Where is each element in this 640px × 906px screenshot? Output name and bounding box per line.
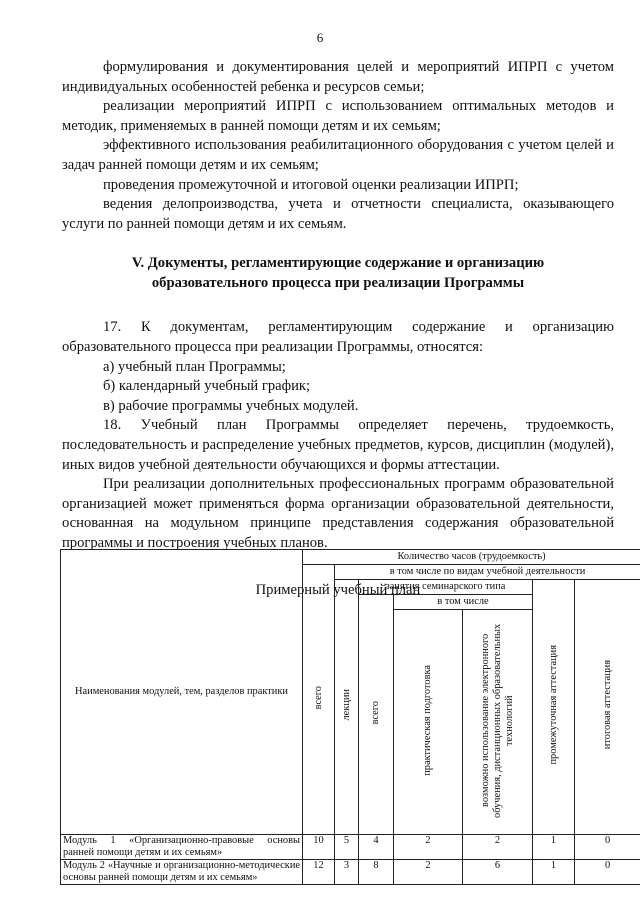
module-1-seminar: 4 xyxy=(359,835,394,860)
section-heading xyxy=(62,253,614,293)
table-row xyxy=(61,835,640,860)
header-practical: практическая подготовка xyxy=(422,664,433,776)
header-final: итоговая аттестация xyxy=(601,660,613,750)
section-heading-line2: образовательного процесса при реализации Программы xyxy=(151,275,525,292)
header-module-name: Наименования модулей, тем, разделов практики xyxy=(61,550,303,835)
paragraph-evaluation: проведения промежуточной и итоговой оценки реализации ИПРП; xyxy=(103,176,519,193)
header-intermediate: промежуточная аттестация xyxy=(547,645,559,765)
clause-18: 18. Учебный план Программы определяет перечень, трудоемкость, последовательность и распределение учебных предметов, курсов, дисциплин (модулей), иных видов учебной деятельности обучающихся и формы аттестации. xyxy=(62,417,614,473)
header-by-activity: в том числе по видам учебной деятельности xyxy=(335,565,640,580)
paragraph-modular: При реализации дополнительных профессиональных программ образовательной организацией может применяться форма организации образовательной деятельности, основанная на модульном принципе представления содержания образовательной программы и построения учебных планов. xyxy=(62,476,614,551)
paragraph-formulating: формулирования и документирования целей и мероприятий ИПРП с учетом индивидуальных особенностей ребенка и ресурсов семьи; xyxy=(62,59,614,95)
module-2-intermediate: 1 xyxy=(533,860,575,885)
header-intermediate-cell xyxy=(533,580,575,835)
module-2-lectures: 3 xyxy=(335,860,359,885)
page-number: 6 xyxy=(316,30,324,45)
curriculum-table xyxy=(60,549,640,885)
module-1-elearning: 2 xyxy=(463,835,533,860)
header-all-cell xyxy=(303,565,335,835)
plan-caption: Примерный учебный план xyxy=(255,582,421,599)
clause-17-item-b: б) календарный учебный график; xyxy=(103,378,311,395)
module-1-all: 10 xyxy=(303,835,335,860)
header-including: в том числе xyxy=(394,595,533,610)
module-2-practical: 2 xyxy=(394,860,463,885)
header-row-1 xyxy=(61,550,640,565)
table-row xyxy=(61,860,640,885)
clause-17-intro: 17. К документам, регламентирующим содержание и организацию образовательного процесса при реализации Программы, относятся: xyxy=(62,319,614,355)
module-1-intermediate: 1 xyxy=(533,835,575,860)
module-1-practical: 2 xyxy=(394,835,463,860)
module-1-lectures: 5 xyxy=(335,835,359,860)
module-2-name: Модуль 2 «Научные и организационно-методические основы ранней помощи детям и их семьям» xyxy=(61,860,303,885)
clause-17-item-c: в) рабочие программы учебных модулей. xyxy=(103,397,359,414)
document-body xyxy=(62,58,614,601)
paragraph-records: ведения делопроизводства, учета и отчетности специалиста, оказывающего услуги по ранней помощи детям и их семьям. xyxy=(62,196,614,232)
module-2-all: 12 xyxy=(303,860,335,885)
header-final-cell xyxy=(575,580,640,835)
module-2-elearning: 6 xyxy=(463,860,533,885)
header-seminar-all-cell xyxy=(359,595,394,835)
header-practical-cell xyxy=(394,610,463,835)
header-seminar-type: занятия семинарского типа xyxy=(359,580,533,595)
header-elearning: возможно использование электронного обучения, дистанционных образовательных технологий xyxy=(479,622,515,818)
header-all: всего xyxy=(312,685,324,710)
clause-17-item-a: а) учебный план Программы; xyxy=(103,358,286,375)
header-lectures: лекции xyxy=(340,689,352,721)
paragraph-equipment: эффективного использования реабилитационного оборудования с учетом целей и задач ранней помощи детям и их семьям; xyxy=(62,137,614,173)
module-2-final: 0 xyxy=(575,860,640,885)
section-heading-line1: V. Документы, регламентирующие содержание и организацию xyxy=(131,255,545,272)
module-2-seminar: 8 xyxy=(359,860,394,885)
header-hours-total: Количество часов (трудоемкость) xyxy=(303,550,640,565)
module-1-final: 0 xyxy=(575,835,640,860)
header-lectures-cell xyxy=(335,580,359,835)
header-seminar-all: всего xyxy=(370,700,381,725)
header-elearning-cell xyxy=(463,610,533,835)
module-1-name: Модуль 1 «Организационно-правовые основы ранней помощи детям и их семьям» xyxy=(61,835,303,860)
paragraph-implementing: реализации мероприятий ИПРП с использованием оптимальных методов и методик, применяемых в ранней помощи детям и их семьям; xyxy=(62,98,614,134)
